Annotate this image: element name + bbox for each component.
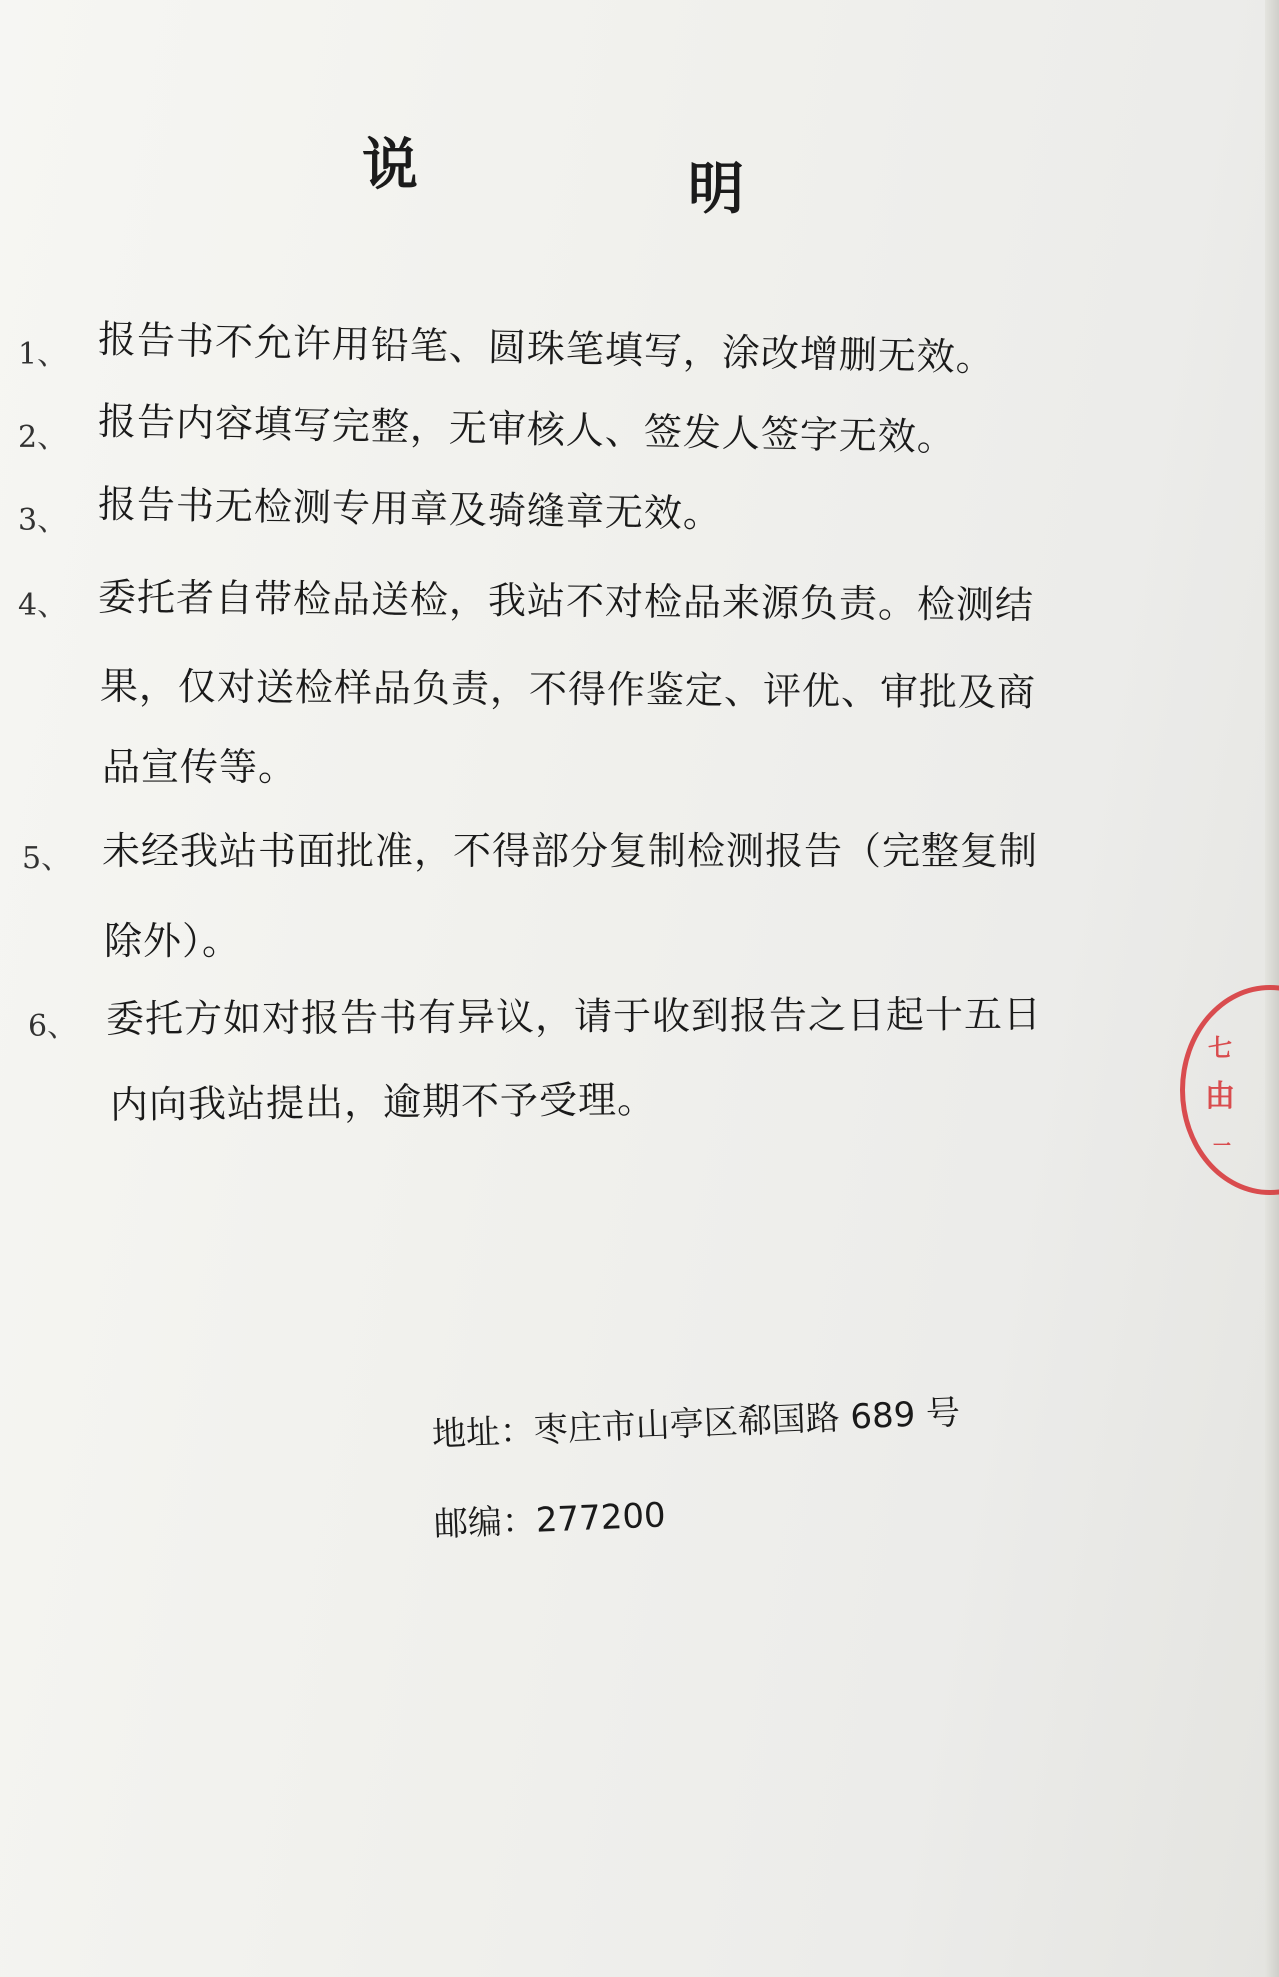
seal-stamp-char-3: 一 xyxy=(1213,1136,1231,1157)
address-line: 地址：枣庄市山亭区郗国路 689 号 xyxy=(431,1392,961,1455)
item-5-line-2: 除外）。 xyxy=(104,919,242,963)
seal-stamp-char-1: 七 xyxy=(1208,1034,1232,1062)
page-title-char-1: 说 xyxy=(362,133,418,198)
item-4-line-3: 品宣传等。 xyxy=(102,745,298,789)
item-1-line-1: 报告书不允许用铅笔、圆珠笔填写，涂改增删无效。 xyxy=(97,317,996,380)
item-3-line-1: 报告书无检测专用章及骑缝章无效。 xyxy=(97,482,723,536)
item-number-6: 6、 xyxy=(28,1009,78,1044)
item-5-line-1: 未经我站书面批准，不得部分复制检测报告（完整复制 xyxy=(102,829,1039,873)
item-number-5: 5、 xyxy=(22,841,72,876)
item-number-1: 1、 xyxy=(18,337,68,372)
page-title-char-2: 明 xyxy=(688,157,744,222)
item-4-line-2: 果，仅对送检样品负责，不得作鉴定、评优、审批及商 xyxy=(99,664,1037,715)
seal-stamp-char-2: 由 xyxy=(1205,1079,1235,1114)
item-number-2: 2、 xyxy=(18,420,68,455)
item-number-4: 4、 xyxy=(18,588,68,623)
item-6-line-1: 委托方如对报告书有异议，请于收到报告之日起十五日 xyxy=(105,992,1043,1041)
item-4-line-1: 委托者自带检品送检，我站不对检品来源负责。检测结 xyxy=(97,575,1035,628)
item-6-line-2: 内向我站提出，逾期不予受理。 xyxy=(109,1077,657,1127)
item-2-line-1: 报告内容填写完整，无审核人、签发人签字无效。 xyxy=(97,399,957,460)
item-number-3: 3、 xyxy=(18,503,68,538)
postcode-line: 邮编：277200 xyxy=(433,1495,667,1545)
